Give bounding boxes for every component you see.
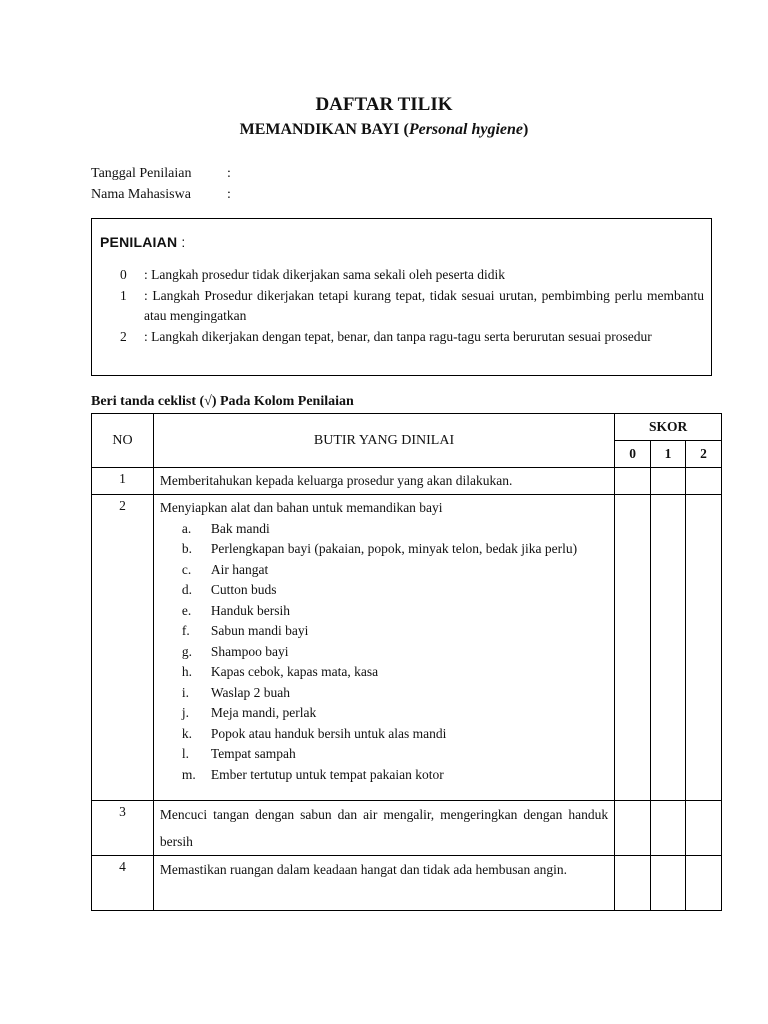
score-header-2: 2 (686, 441, 722, 468)
sub-item (182, 683, 608, 704)
score-cell-2[interactable] (686, 856, 722, 911)
sub-item-text: Popok atau handuk bersih untuk alas mandi (210, 725, 447, 741)
sub-item-text: Kapas cebok, kapas mata, kasa (210, 664, 379, 679)
sub-item-letter: j. (181, 705, 190, 720)
sub-item-text: Handuk bersih (210, 602, 290, 618)
penilaian-title-text: PENILAIAN (100, 234, 178, 250)
score-cell-1[interactable] (651, 468, 686, 495)
sub-item-text: Meja mandi, perlak (210, 705, 317, 720)
row-text: Mencuci tangan dengan sabun dan air mengalir, mengeringkan dengan handuk bersih (153, 801, 614, 856)
row-number: 2 (92, 495, 154, 801)
col-header-item: BUTIR YANG DINILAI (153, 414, 614, 468)
document-subtitle (0, 121, 768, 139)
document-title: DAFTAR TILIK (315, 94, 453, 115)
subtitle-end: ) (523, 121, 529, 138)
row-text: Memberitahukan kepada keluarga prosedur yang akan dilakukan. (153, 468, 614, 495)
table-row (92, 468, 722, 495)
instruction-text: Beri tanda ceklist (√) Pada Kolom Penilaian (91, 394, 354, 409)
sub-item-text: Ember tertutup untuk tempat pakaian kotor (210, 766, 444, 782)
score-cell-1[interactable] (651, 856, 686, 911)
sub-item (182, 621, 608, 642)
criterion-1 (120, 286, 704, 326)
sub-item (182, 703, 608, 724)
meta-label: Nama Mahasiswa (91, 187, 191, 202)
checklist-table (91, 413, 722, 911)
sub-item-text: Tempat sampah (210, 746, 296, 761)
score-header-0: 0 (615, 441, 651, 468)
table-row (92, 856, 722, 911)
sub-item-text: Bak mandi (210, 520, 270, 536)
row-text-block (153, 495, 614, 801)
sub-item-letter: d. (181, 582, 193, 597)
col-header-no: NO (92, 414, 154, 468)
sub-item-text: Waslap 2 buah (210, 684, 291, 700)
meta-label: Tanggal Penilaian (91, 166, 192, 181)
table-row (92, 801, 722, 856)
score-cell-0[interactable] (615, 468, 651, 495)
criterion-text: : Langkah prosedur tidak dikerjakan sama sekali oleh peserta didik (144, 267, 506, 282)
score-cell-1[interactable] (651, 495, 686, 801)
sub-item (182, 560, 608, 581)
row-text: Memastikan ruangan dalam keadaan hangat dan tidak ada hembusan angin. (153, 856, 614, 911)
sub-item-text: Shampoo bayi (210, 643, 289, 659)
subtitle-italic: Personal hygiene (408, 121, 524, 138)
score-cell-0[interactable] (615, 801, 651, 856)
criterion-score: 0 (120, 267, 127, 282)
score-cell-2[interactable] (686, 801, 722, 856)
criterion-text: : Langkah dikerjakan dengan tepat, benar, dan tanpa ragu-tagu serta berurutan sesuai prosedur (144, 329, 652, 344)
col-header-skor: SKOR (615, 414, 722, 441)
penilaian-title (100, 234, 185, 250)
sub-item-text: Cutton buds (210, 582, 277, 597)
meta-tanggal (91, 166, 231, 182)
sub-item-text: Sabun mandi bayi (210, 623, 309, 638)
subtitle-main: MEMANDIKAN BAYI ( (239, 121, 409, 138)
sub-item-letter: c. (181, 561, 192, 577)
score-header-1: 1 (651, 441, 686, 468)
row-number: 3 (92, 801, 154, 856)
sub-item (182, 744, 608, 765)
sub-item (182, 642, 608, 663)
sub-item-letter: k. (181, 725, 193, 741)
sub-item (182, 662, 608, 683)
sub-item (182, 539, 608, 560)
row-number: 4 (92, 856, 154, 911)
penilaian-box (91, 218, 712, 376)
sub-item (182, 519, 608, 540)
meta-nama (91, 187, 231, 203)
sub-item-text: Air hangat (210, 561, 269, 577)
score-cell-2[interactable] (686, 495, 722, 801)
sub-item-letter: m. (181, 766, 196, 782)
criterion-text: : Langkah Prosedur dikerjakan tetapi kurang tepat, tidak sesuai urutan, pembimbing perlu membantu atau mengingatkan (144, 288, 704, 323)
table-row (92, 495, 722, 801)
criterion-score: 1 (120, 288, 127, 303)
row-text: Menyiapkan alat dan bahan untuk memandikan bayi (159, 500, 443, 515)
score-cell-1[interactable] (651, 801, 686, 856)
criterion-score: 2 (120, 329, 127, 344)
sub-item (182, 601, 608, 622)
score-cell-0[interactable] (615, 856, 651, 911)
meta-value: : (227, 166, 231, 181)
sub-item-list (160, 519, 608, 786)
sub-item (182, 724, 608, 745)
criterion-0 (120, 265, 704, 285)
sub-item-letter: e. (181, 602, 192, 618)
penilaian-colon: : (177, 234, 186, 250)
sub-item-letter: b. (181, 541, 193, 556)
sub-item-letter: i. (181, 684, 190, 700)
sub-item (182, 765, 608, 786)
meta-value: : (227, 187, 231, 202)
sub-item-text: Perlengkapan bayi (pakaian, popok, minyak telon, bedak jika perlu) (210, 541, 578, 556)
criterion-2 (120, 327, 704, 347)
sub-item-letter: f. (181, 623, 190, 638)
sub-item-letter: h. (181, 664, 193, 679)
score-cell-2[interactable] (686, 468, 722, 495)
row-number: 1 (92, 468, 154, 495)
sub-item (182, 580, 608, 601)
sub-item-letter: g. (181, 643, 193, 659)
sub-item-letter: l. (181, 746, 190, 761)
score-cell-0[interactable] (615, 495, 651, 801)
sub-item-letter: a. (181, 520, 192, 536)
